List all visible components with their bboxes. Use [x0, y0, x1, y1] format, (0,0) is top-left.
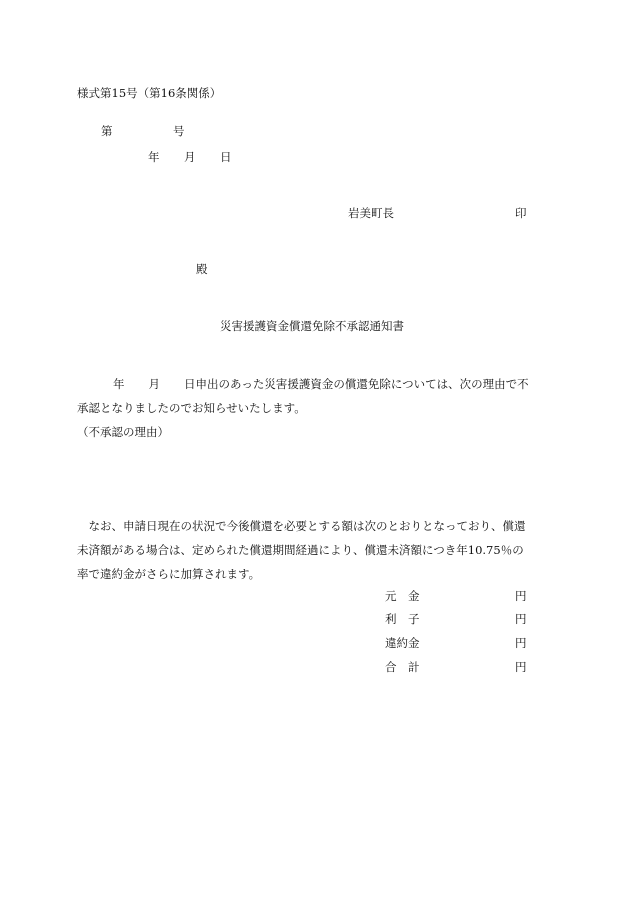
amount-unit-principal: 円: [515, 589, 527, 603]
notice-paragraph: なお、申請日現在の状況で今後償還を必要とする額は次のとおりとなっており、償還未済額がある場合は、定められた償還期間経過により、償還未済額につき年10.75％の率で違約金がさらに加算されます。: [77, 519, 526, 581]
date-day: 日: [220, 150, 232, 164]
amount-label-interest: 利 子: [385, 612, 420, 626]
amount-label-principal: 元 金: [385, 589, 420, 603]
number-prefix: 第: [101, 124, 113, 138]
issuer-name: 岩美町長: [348, 206, 394, 220]
amount-label-total: 合 計: [385, 660, 420, 674]
amount-unit-penalty: 円: [515, 636, 527, 650]
number-suffix: 号: [173, 124, 185, 138]
amount-unit-total: 円: [515, 660, 527, 674]
issuer-seal: 印: [515, 206, 527, 220]
amount-unit-interest: 円: [515, 612, 527, 626]
addressee-honorific: 殿: [196, 262, 208, 276]
document-title: 災害援護資金償還免除不承認通知書: [220, 319, 404, 333]
body-date-year: 年: [113, 377, 125, 391]
body-paragraph: [77, 372, 529, 420]
amount-label-penalty: 違約金: [385, 636, 420, 650]
reason-heading: （不承認の理由）: [77, 425, 169, 439]
body-paragraph-text: 日申出のあった災害援護資金の償還免除については、次の理由で不承認となりましたのでお知らせいたします。: [77, 377, 529, 415]
form-header: 様式第15号（第16条関係）: [77, 86, 222, 100]
date-month: 月: [184, 150, 196, 164]
date-year: 年: [148, 150, 160, 164]
body-date-month: 月: [148, 377, 160, 391]
